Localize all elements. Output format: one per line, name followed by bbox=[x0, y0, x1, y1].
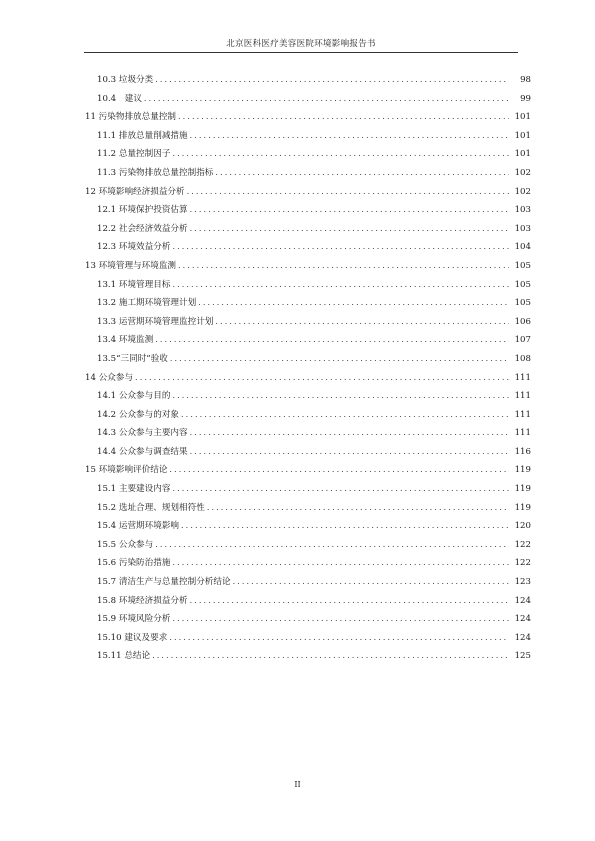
dot-leader bbox=[190, 443, 509, 462]
dot-leader bbox=[181, 406, 509, 425]
toc-entry-label: 13.3 运营期环境管理监控计划 bbox=[97, 316, 214, 327]
toc-entry-label: 11 污染物排放总量控制 bbox=[85, 112, 177, 123]
toc-entry[interactable] bbox=[85, 164, 531, 183]
toc-entry-page: 98 bbox=[520, 75, 531, 85]
dot-leader bbox=[172, 554, 508, 573]
toc-entry[interactable] bbox=[85, 387, 531, 406]
dot-leader bbox=[190, 201, 509, 220]
toc-entry[interactable] bbox=[85, 108, 531, 127]
toc-entry-page: 111 bbox=[514, 391, 531, 402]
toc-entry[interactable] bbox=[85, 220, 531, 239]
toc-entry-label: 13.5“三同时”验收 bbox=[97, 353, 168, 364]
toc-entry[interactable] bbox=[85, 201, 531, 220]
toc-entry-label: 14.2 公众参与的对象 bbox=[97, 409, 180, 420]
dot-leader bbox=[172, 480, 508, 499]
dot-leader bbox=[144, 90, 509, 109]
toc-entry-page: 124 bbox=[514, 614, 531, 625]
toc-entry-label: 15.7 清洁生产与总量控制分析结论 bbox=[97, 577, 231, 588]
dot-leader bbox=[215, 313, 508, 332]
table-of-contents bbox=[85, 71, 531, 666]
toc-entry-page: 101 bbox=[514, 149, 531, 160]
toc-entry-label: 11.3 污染物排放总量控制指标 bbox=[97, 167, 214, 178]
toc-entry[interactable] bbox=[85, 369, 531, 388]
dot-leader bbox=[207, 499, 509, 518]
dot-leader bbox=[172, 238, 508, 257]
toc-entry-page: 111 bbox=[514, 372, 531, 383]
toc-entry-page: 105 bbox=[514, 298, 531, 309]
dot-leader bbox=[190, 424, 509, 443]
toc-entry-page: 111 bbox=[514, 428, 531, 439]
dot-leader bbox=[233, 573, 509, 592]
toc-entry-label: 12.1 环境保护投资估算 bbox=[97, 205, 188, 216]
toc-entry-label: 15.1 主要建设内容 bbox=[97, 484, 171, 495]
toc-entry-label: 11.1 排放总量削减措施 bbox=[97, 130, 188, 141]
toc-entry[interactable] bbox=[85, 276, 531, 295]
dot-leader bbox=[169, 629, 508, 648]
toc-entry-label: 15.11 总结论 bbox=[97, 651, 151, 662]
toc-entry-page: 107 bbox=[514, 335, 531, 346]
dot-leader bbox=[187, 183, 509, 202]
toc-entry[interactable] bbox=[85, 610, 531, 629]
dot-leader bbox=[170, 350, 509, 369]
toc-entry-page: 102 bbox=[514, 167, 531, 178]
dot-leader bbox=[178, 257, 509, 276]
toc-entry-page: 111 bbox=[514, 409, 531, 420]
toc-entry[interactable] bbox=[85, 406, 531, 425]
toc-entry-label: 15 环境影响评价结论 bbox=[85, 465, 168, 476]
toc-entry[interactable] bbox=[85, 294, 531, 313]
toc-entry[interactable] bbox=[85, 238, 531, 257]
toc-entry[interactable] bbox=[85, 517, 531, 536]
dot-leader bbox=[172, 145, 508, 164]
dot-leader bbox=[215, 164, 508, 183]
toc-entry-page: 102 bbox=[514, 186, 531, 197]
toc-entry-page: 124 bbox=[514, 632, 531, 643]
toc-entry-label: 14.1 公众参与目的 bbox=[97, 391, 171, 402]
toc-entry-label: 14.4 公众参与调查结果 bbox=[97, 446, 188, 457]
dot-leader bbox=[169, 461, 508, 480]
toc-entry[interactable] bbox=[85, 499, 531, 518]
toc-entry[interactable] bbox=[85, 536, 531, 555]
toc-entry[interactable] bbox=[85, 90, 531, 109]
toc-entry[interactable] bbox=[85, 629, 531, 648]
dot-leader bbox=[178, 108, 509, 127]
toc-entry-label: 10.4 建议 bbox=[97, 93, 142, 104]
toc-entry-page: 104 bbox=[514, 242, 531, 253]
toc-entry-page: 124 bbox=[514, 595, 531, 606]
dot-leader bbox=[172, 387, 508, 406]
toc-entry[interactable] bbox=[85, 554, 531, 573]
toc-entry-page: 122 bbox=[514, 539, 531, 550]
toc-entry[interactable] bbox=[85, 313, 531, 332]
toc-entry[interactable] bbox=[85, 145, 531, 164]
toc-entry-label: 15.4 运营期环境影响 bbox=[97, 521, 180, 532]
toc-entry[interactable] bbox=[85, 592, 531, 611]
toc-entry-page: 103 bbox=[514, 223, 531, 234]
header-rule bbox=[84, 52, 518, 53]
toc-entry-label: 13 环境管理与环境监测 bbox=[85, 260, 177, 271]
toc-entry[interactable] bbox=[85, 127, 531, 146]
toc-entry-label: 15.2 选址合理、规划相符性 bbox=[97, 502, 205, 513]
toc-entry[interactable] bbox=[85, 480, 531, 499]
toc-entry-label: 12 环境影响经济损益分析 bbox=[85, 186, 185, 197]
toc-entry-page: 119 bbox=[514, 502, 531, 513]
dot-leader bbox=[155, 536, 508, 555]
toc-entry-label: 13.2 施工期环境管理计划 bbox=[97, 298, 197, 309]
toc-entry[interactable] bbox=[85, 71, 531, 90]
dot-leader bbox=[190, 127, 509, 146]
dot-leader bbox=[172, 276, 508, 295]
toc-entry[interactable] bbox=[85, 461, 531, 480]
toc-entry-label: 12.3 环境效益分析 bbox=[97, 242, 171, 253]
toc-entry-page: 125 bbox=[514, 651, 531, 662]
dot-leader bbox=[152, 647, 508, 666]
dot-leader bbox=[198, 294, 508, 313]
toc-entry-page: 119 bbox=[514, 484, 531, 495]
dot-leader bbox=[155, 71, 509, 90]
toc-entry-label: 15.6 污染防治措施 bbox=[97, 558, 171, 569]
dot-leader bbox=[190, 220, 509, 239]
running-header: 北京医科医疗美容医院环境影响报告书 bbox=[226, 39, 376, 49]
dot-leader bbox=[190, 592, 509, 611]
toc-entry-label: 15.10 建议及要求 bbox=[97, 632, 168, 643]
toc-entry-page: 116 bbox=[514, 446, 531, 457]
toc-entry[interactable] bbox=[85, 647, 531, 666]
toc-entry-label: 14 公众参与 bbox=[85, 372, 134, 383]
toc-entry-label: 10.3 垃圾分类 bbox=[97, 75, 154, 85]
toc-entry-label: 13.4 环境监测 bbox=[97, 335, 154, 346]
toc-entry-label: 12.2 社会经济效益分析 bbox=[97, 223, 188, 234]
toc-entry-page: 106 bbox=[514, 316, 531, 327]
toc-entry[interactable] bbox=[85, 443, 531, 462]
toc-entry-page: 103 bbox=[514, 205, 531, 216]
toc-entry-page: 123 bbox=[514, 577, 531, 588]
toc-entry[interactable] bbox=[85, 424, 531, 443]
toc-entry-page: 108 bbox=[514, 353, 531, 364]
toc-entry[interactable] bbox=[85, 331, 531, 350]
toc-entry-page: 119 bbox=[514, 465, 531, 476]
toc-entry-label: 14.3 公众参与主要内容 bbox=[97, 428, 188, 439]
toc-entry-label: 15.5 公众参与 bbox=[97, 539, 154, 550]
toc-entry[interactable] bbox=[85, 573, 531, 592]
toc-entry-page: 122 bbox=[514, 558, 531, 569]
dot-leader bbox=[181, 517, 509, 536]
toc-entry-label: 13.1 环境管理目标 bbox=[97, 279, 171, 290]
toc-entry-page: 105 bbox=[514, 260, 531, 271]
toc-entry-page: 120 bbox=[514, 521, 531, 532]
dot-leader bbox=[155, 331, 508, 350]
toc-entry-label: 15.8 环境经济损益分析 bbox=[97, 595, 188, 606]
toc-entry-label: 15.9 环境风险分析 bbox=[97, 614, 171, 625]
toc-entry-page: 105 bbox=[514, 279, 531, 290]
toc-entry[interactable] bbox=[85, 257, 531, 276]
page-number: II bbox=[294, 780, 301, 789]
toc-entry-page: 99 bbox=[520, 93, 531, 104]
toc-entry-label: 11.2 总量控制因子 bbox=[97, 149, 171, 160]
toc-entry[interactable] bbox=[85, 183, 531, 202]
toc-entry-page: 101 bbox=[514, 112, 531, 123]
dot-leader bbox=[135, 369, 509, 388]
toc-entry-page: 101 bbox=[514, 130, 531, 141]
dot-leader bbox=[172, 610, 508, 629]
toc-entry[interactable] bbox=[85, 350, 531, 369]
